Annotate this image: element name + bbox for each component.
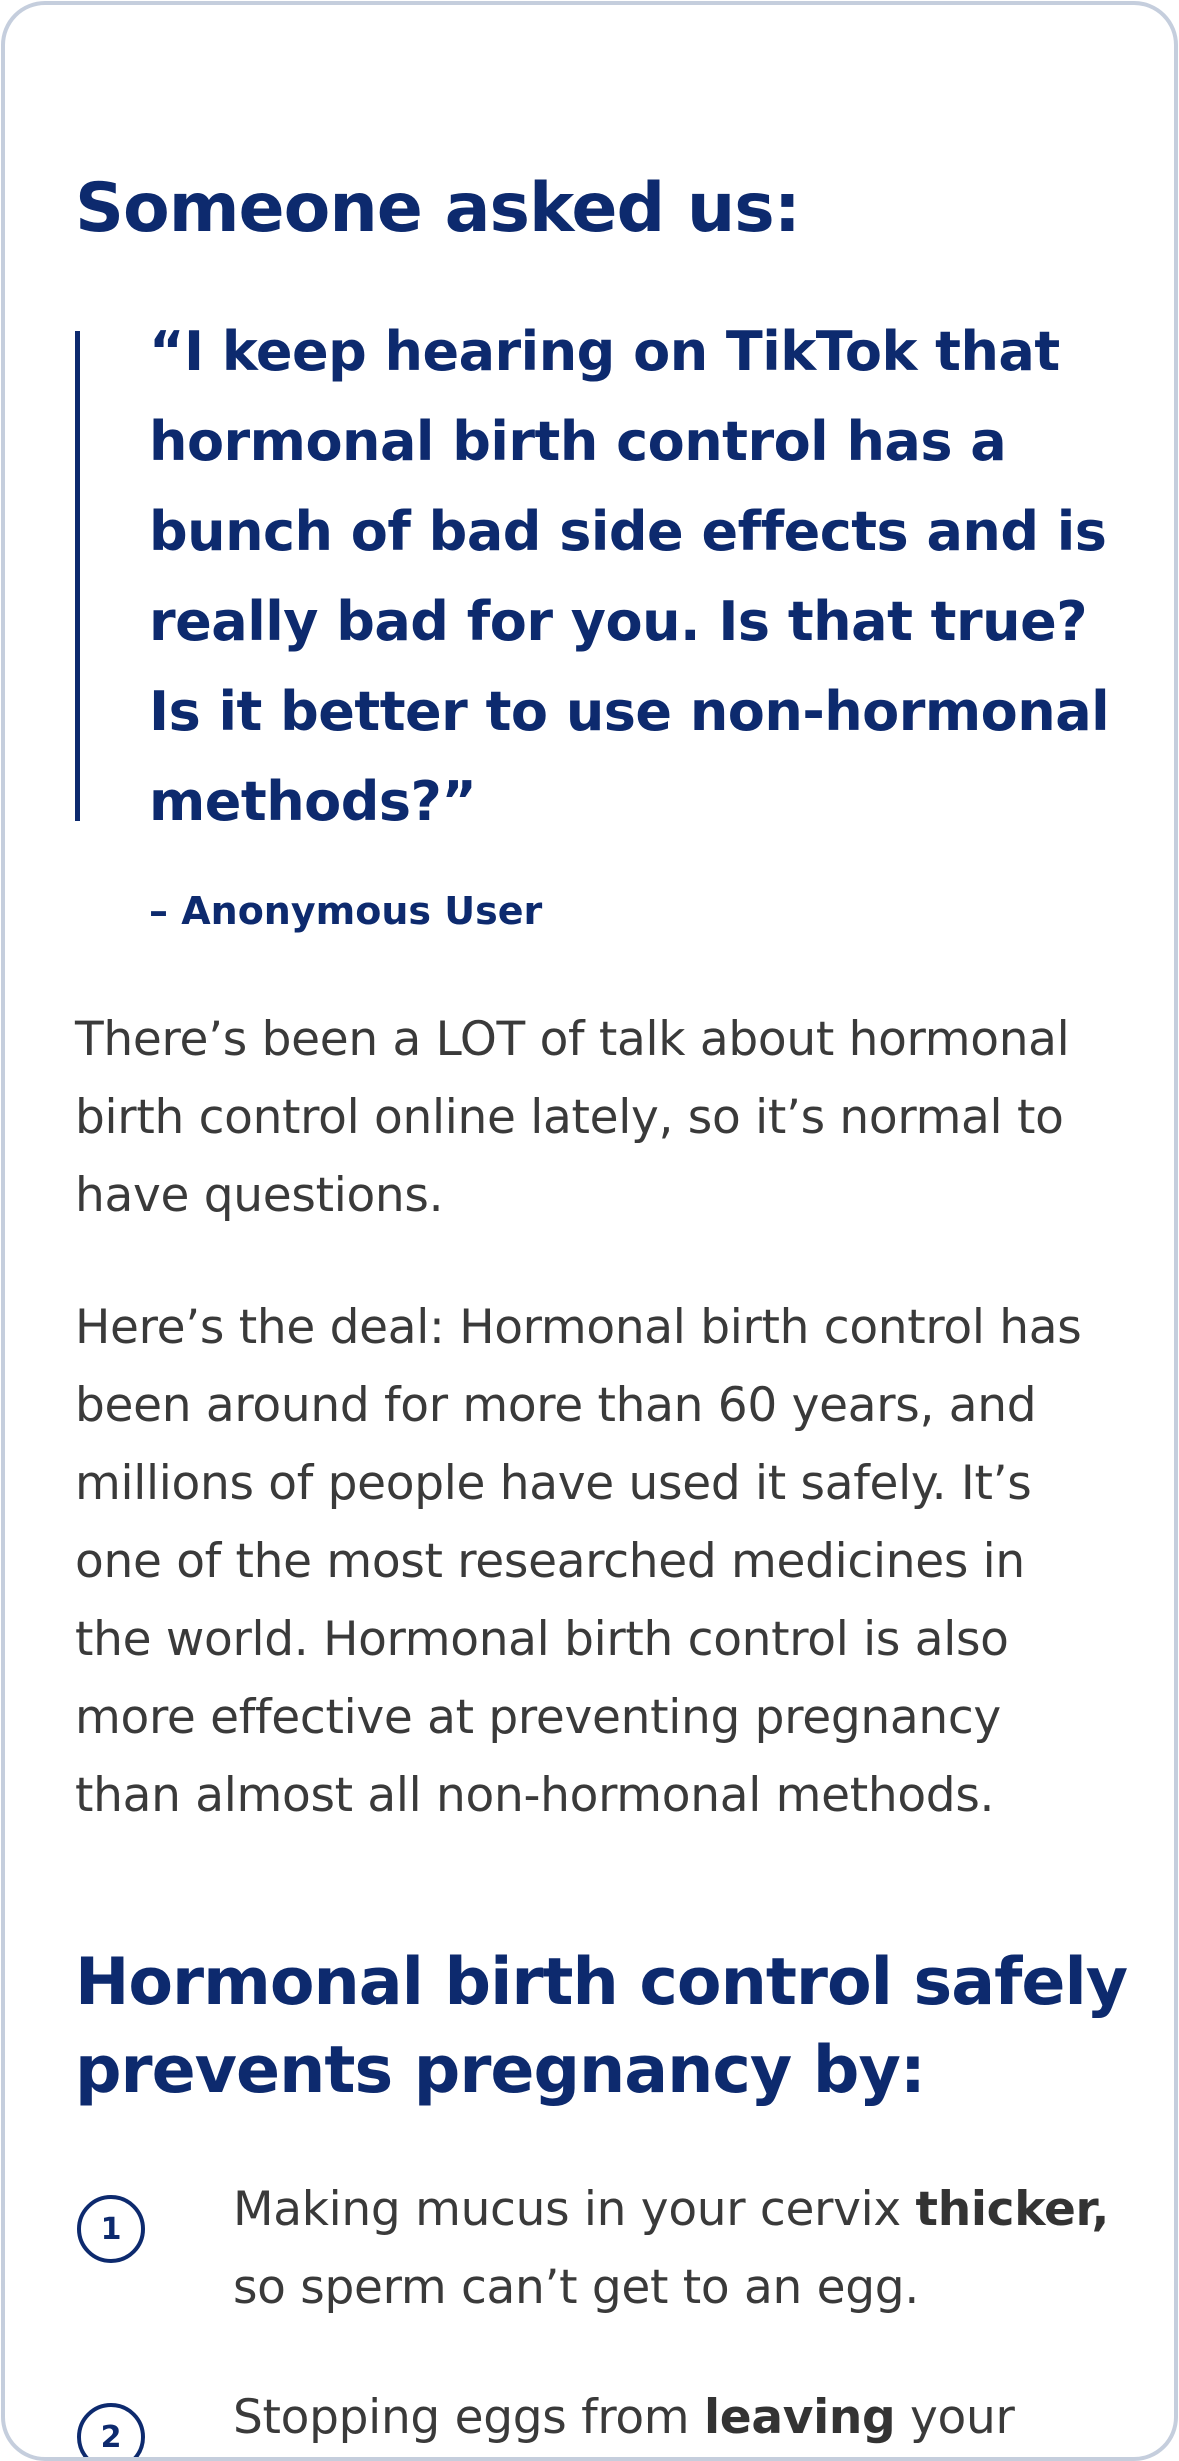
quote-bar [75,331,80,821]
list-item-text-bold: thicker, [915,2182,1110,2237]
quote-author: – Anonymous User [149,889,543,933]
list-item-text-after: your [895,2390,1015,2445]
explanation-paragraph: Here’s the deal: Hormonal birth control has been around for more than 60 years, and millions of people have used it safely. It’s one of the most researched medicines in the world. Hormonal birth control is also more effective at preventing pregnancy than almost all non-hormonal methods. [75,1300,1082,1823]
list-item-text-bold: leaving [703,2390,896,2445]
list-item-text [233,2379,1153,2457]
list-item-text-before: Making mucus in your cervix [233,2182,916,2237]
list-item-text [233,2171,1153,2327]
list-item-text-before: Stopping eggs from [233,2390,704,2445]
number-badge-icon: 1 [77,2195,145,2263]
list-item-text-after: so sperm can’t get to an egg. [233,2260,919,2315]
section-heading: Hormonal birth control safely prevents pregnancy by: [75,1945,1128,2108]
intro-paragraph: There’s been a LOT of talk about hormonal birth control online lately, so it’s normal to have questions. [75,1012,1070,1223]
user-question-quote: “I keep hearing on TikTok that hormonal birth control has a bunch of bad side effects and is really bad for you. Is that true? Is it better to use non-hormonal methods?” [149,320,1110,833]
article-card [1,1,1178,2461]
page-title: Someone asked us: [75,169,800,248]
number-badge-icon: 2 [77,2403,145,2461]
